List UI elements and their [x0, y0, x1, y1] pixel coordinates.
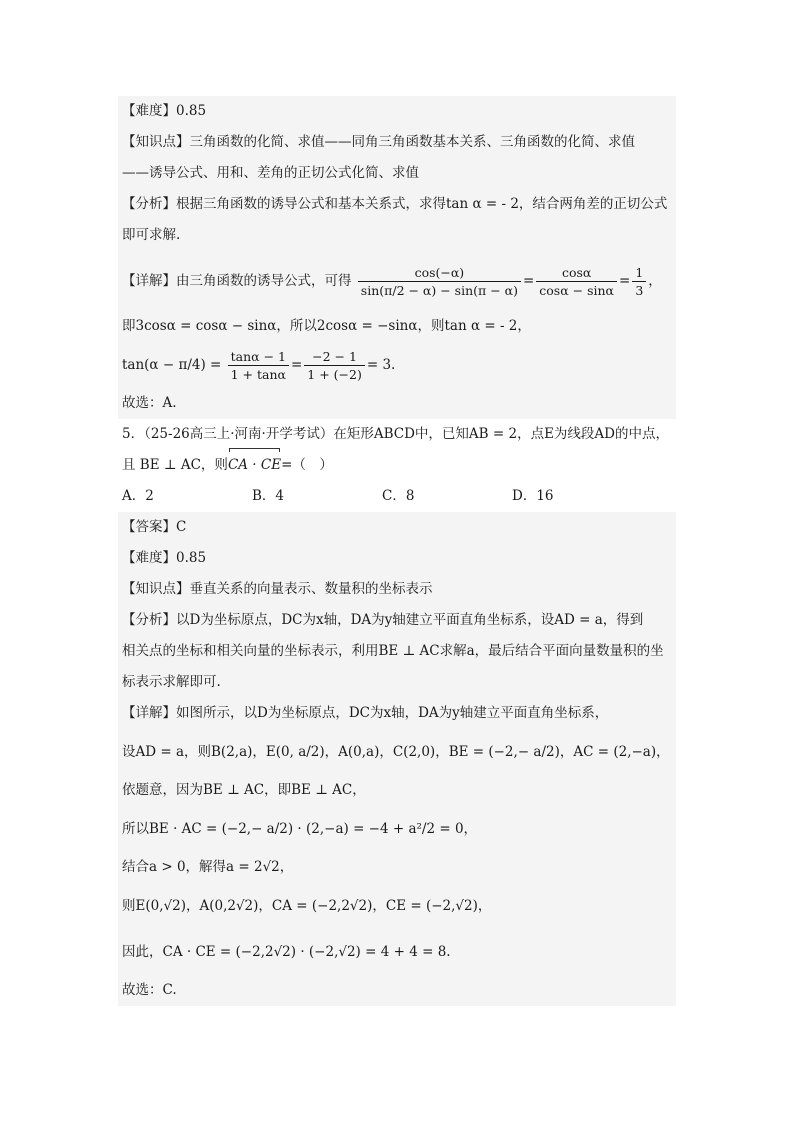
detail-line-2: 即3cosα = cosα − sinα，所以2cosα = −sinα，则tan α = - 2， — [122, 318, 531, 334]
q5-options — [118, 481, 676, 512]
q5-detail-text-2: 设AD = a，则B(2,a)，E(0, a/2)，A(0,a)，C(2,0)，BE = (−2,− a/2)，AC = (2,−a)， — [122, 744, 670, 760]
q5-choice-row — [118, 975, 676, 1006]
answer-value: C — [176, 519, 187, 535]
q5-difficulty-row — [118, 543, 676, 574]
q5-detail-row-3 — [118, 775, 676, 806]
tan-fraction-2: $\frac{-2 - 1}{1 + (-2)}$ — [304, 348, 365, 383]
q5-detail-text-5: 结合a > 0，解得a = 2√2， — [122, 859, 294, 875]
q5-detail-text-6: 则E(0,√2)，A(0,2√2)，CA = (−2,2√2)，CE = (−2,√2)， — [122, 898, 492, 914]
tan-lhs: tan(α − π/4) = — [122, 357, 222, 373]
analysis-text-2: 即可求解. — [122, 227, 181, 243]
q5-stem-vector: CA · CE — [228, 450, 281, 481]
q5-detail-label: 【详解】 — [122, 705, 176, 721]
q4-knowledge-row-2 — [118, 158, 676, 189]
q5-answer-row — [118, 512, 676, 543]
difficulty-value: 0.85 — [176, 103, 207, 119]
q5-stem-text-2c: =（ ） — [281, 457, 333, 473]
q5-analysis-text-2: 相关点的坐标和相关向量的坐标表示，利用BE ⊥ AC求解a，最后结合平面向量数量积的坐 — [122, 643, 664, 659]
q5-choice: 故选：C. — [122, 982, 177, 998]
option-a: A．2 — [122, 488, 154, 504]
q4-choice-row — [118, 388, 676, 419]
analysis-label: 【分析】 — [122, 196, 176, 212]
tan-result: = 3. — [366, 357, 396, 373]
detail-label: 【详解】 — [122, 273, 176, 289]
fraction-right: $\frac{1}{3}$ — [632, 264, 646, 299]
q5-stem-text-1: 5．（25-26高三上·河南·开学考试）在矩形ABCD中，已知AB = 2，点E为线段AD的中点， — [122, 426, 669, 442]
q4-detail-row: 【详解】由三角函数的诱导公式，可得 $\frac{\cos(-\alpha)}{\sin(\pi/2 - \alpha) - \sin(\pi - \alpha)}$ = $\frac{\cos\alpha}{\cos\alpha - \sin\alpha}$ = $\frac{1}{3}$ ， — [118, 251, 676, 311]
q5-detail-row-5 — [118, 852, 676, 883]
q5-analysis-row — [118, 605, 676, 636]
detail-intro: 由三角函数的诱导公式，可得 — [176, 273, 352, 289]
q4-difficulty-row — [118, 96, 676, 127]
answer-label: 【答案】 — [122, 519, 176, 535]
difficulty-label: 【难度】 — [122, 103, 176, 119]
q5-detail-row-6 — [118, 883, 676, 929]
fraction-mid: $\frac{\cos\alpha}{\cos\alpha - \sin\alpha}$ — [536, 264, 617, 299]
q5-stem-text-2a: 且 BE ⊥ AC，则 — [122, 457, 228, 473]
q5-analysis-row-2 — [118, 636, 676, 667]
tan-fraction-1: $\frac{\tan\alpha - 1}{1 + \tan\alpha}$ — [228, 348, 289, 383]
q5-detail-row — [118, 698, 676, 729]
q5-detail-text-1: 如图所示，以D为坐标原点，DC为x轴，DA为y轴建立平面直角坐标系， — [176, 705, 609, 721]
knowledge-label: 【知识点】 — [122, 134, 190, 150]
solution-page — [118, 96, 676, 1006]
q5-knowledge-row — [118, 574, 676, 605]
q5-stem-1 — [118, 419, 676, 450]
q4-choice: 故选：A. — [122, 395, 177, 411]
q5-detail-row-4 — [118, 806, 676, 852]
q5-difficulty-label: 【难度】 — [122, 550, 176, 566]
q5-difficulty-value: 0.85 — [176, 550, 207, 566]
q5-analysis-label: 【分析】 — [122, 612, 176, 628]
q4-analysis-row-2 — [118, 220, 676, 251]
q5-knowledge-text: 垂直关系的向量表示、数量积的坐标表示 — [189, 581, 433, 597]
q4-knowledge-row — [118, 127, 676, 158]
q5-knowledge-label: 【知识点】 — [122, 581, 190, 597]
knowledge-text-2: ——诱导公式、用和、差角的正切公式化简、求值 — [122, 165, 419, 181]
q4-analysis-row — [118, 189, 676, 220]
q4-tan-row: tan(α − π/4) = $\frac{\tan\alpha - 1}{1 + \tan\alpha}$ = $\frac{-2 - 1}{1 + (-2)}$ = 3. — [118, 342, 676, 388]
q4-detail-line-2 — [118, 311, 676, 342]
q5-detail-row-2 — [118, 729, 676, 775]
option-b: B．4 — [252, 488, 285, 504]
option-d: D．16 — [512, 488, 554, 504]
q5-detail-text-4: 所以BE · AC = (−2,− a/2) · (2,−a) = −4 + a²/2 = 0， — [122, 821, 478, 837]
q5-analysis-row-3 — [118, 667, 676, 698]
q5-stem-2 — [118, 450, 676, 481]
knowledge-text-1: 三角函数的化简、求值——同角三角函数基本关系、三角函数的化简、求值 — [189, 134, 635, 150]
q5-detail-row-7 — [118, 929, 676, 975]
fraction-big: $\frac{\cos(-\alpha)}{\sin(\pi/2 - \alpha) - \sin(\pi - \alpha)}$ — [358, 264, 521, 299]
q5-analysis-text-3: 标表示求解即可. — [122, 674, 221, 690]
q5-detail-text-3: 依题意，因为BE ⊥ AC，即BE ⊥ AC， — [122, 782, 366, 798]
q5-detail-text-7: 因此，CA · CE = (−2,2√2) · (−2,√2) = 4 + 4 = 8. — [122, 944, 451, 960]
q5-analysis-text-1: 以D为坐标原点，DC为x轴，DA为y轴建立平面直角坐标系，设AD = a，得到 — [176, 612, 644, 628]
analysis-text-1: 根据三角函数的诱导公式和基本关系式，求得tan α = - 2，结合两角差的正切公式 — [176, 196, 668, 212]
option-c: C．8 — [382, 488, 415, 504]
